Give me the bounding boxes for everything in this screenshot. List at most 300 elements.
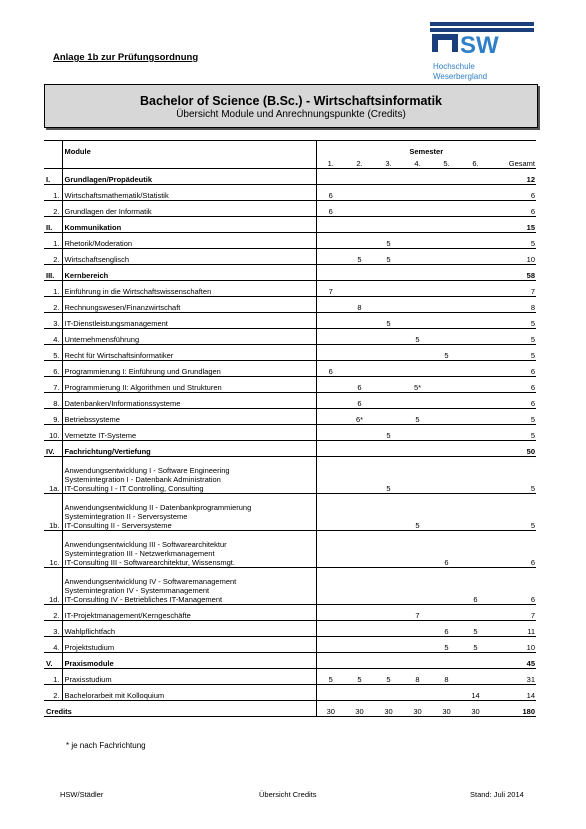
module-total: 6 [490, 393, 536, 409]
module-name-line: Datenbanken/Informationssysteme [64, 399, 181, 408]
semester-4-credits: 7 [403, 605, 432, 621]
module-number: 3. [44, 313, 62, 329]
module-name [62, 249, 316, 265]
semester-2-credits [345, 313, 374, 329]
semester-2-credits [345, 457, 374, 494]
module-name [62, 494, 316, 531]
semester-4-credits [403, 361, 432, 377]
semester-1-credits [316, 621, 345, 637]
credits-sem-2: 30 [345, 701, 374, 717]
module-row [44, 329, 536, 345]
module-number: 2. [44, 605, 62, 621]
module-row [44, 361, 536, 377]
semester-3-credits: 5 [374, 425, 403, 441]
footnote: * je nach Fachrichtung [66, 741, 146, 750]
module-name [62, 185, 316, 201]
semester-4-credits [403, 393, 432, 409]
module-row [44, 409, 536, 425]
semester-5-credits [432, 329, 461, 345]
module-name-line: Programmierung I: Einführung und Grundlagen [64, 367, 221, 376]
module-row [44, 201, 536, 217]
semester-5-credits [432, 361, 461, 377]
semester-4-credits: 5 [403, 494, 432, 531]
module-row [44, 685, 536, 701]
semester-1-credits [316, 494, 345, 531]
section-row [44, 217, 536, 233]
credits-row [44, 701, 536, 717]
module-name [62, 531, 316, 568]
header-sem-2: 2. [345, 156, 374, 169]
semester-4-credits [403, 637, 432, 653]
module-number: 1b. [44, 494, 62, 531]
semester-1-credits: 7 [316, 281, 345, 297]
semester-4-credits [403, 621, 432, 637]
module-name [62, 345, 316, 361]
hsw-logo [430, 22, 540, 84]
semester-5-credits [432, 568, 461, 605]
module-name-line: Anwendungsentwicklung I - Software Engineering [64, 466, 230, 475]
semester-4-credits [403, 568, 432, 605]
semester-3-credits: 5 [374, 233, 403, 249]
module-number: 10. [44, 425, 62, 441]
module-number: 1a. [44, 457, 62, 494]
semester-1-credits: 6 [316, 185, 345, 201]
semester-2-credits [345, 329, 374, 345]
module-number: 2. [44, 685, 62, 701]
semester-1-credits [316, 568, 345, 605]
module-row [44, 621, 536, 637]
module-name [62, 201, 316, 217]
module-name-line: Systemintegration IV - Systemmanagement [64, 586, 210, 595]
semester-3-credits [374, 361, 403, 377]
semester-5-credits [432, 409, 461, 425]
section-row [44, 653, 536, 669]
semester-6-credits [461, 185, 490, 201]
module-name [62, 685, 316, 701]
module-row [44, 531, 536, 568]
module-name [62, 377, 316, 393]
module-total: 11 [490, 621, 536, 637]
semester-6-credits [461, 393, 490, 409]
module-total: 5 [490, 425, 536, 441]
header-module: Module [62, 141, 316, 157]
module-number: 7. [44, 377, 62, 393]
semester-4-credits [403, 201, 432, 217]
section-row [44, 265, 536, 281]
module-total: 6 [490, 361, 536, 377]
section-number: IV. [44, 441, 62, 457]
module-total: 10 [490, 637, 536, 653]
module-name-line: Anwendungsentwicklung III - Softwarearchitektur [64, 540, 227, 549]
module-total: 6 [490, 377, 536, 393]
semester-4-credits: 8 [403, 669, 432, 685]
section-title: Praxismodule [62, 653, 316, 669]
semester-6-credits [461, 531, 490, 568]
module-total: 6 [490, 201, 536, 217]
section-title: Fachrichtung/Vertiefung [62, 441, 316, 457]
semester-6-credits [461, 425, 490, 441]
section-number: III. [44, 265, 62, 281]
footer-right: Stand: Juli 2014 [470, 790, 524, 799]
module-row [44, 249, 536, 265]
credits-label: Credits [44, 701, 316, 717]
module-name [62, 393, 316, 409]
semester-6-credits [461, 605, 490, 621]
semester-3-credits [374, 568, 403, 605]
module-name-line: Unternehmensführung [64, 335, 140, 344]
semester-5-credits: 6 [432, 531, 461, 568]
section-total: 15 [316, 217, 536, 233]
semester-6-credits: 5 [461, 637, 490, 653]
module-name-line: Bachelorarbeit mit Kolloquium [64, 691, 165, 700]
semester-5-credits: 8 [432, 669, 461, 685]
section-row [44, 169, 536, 185]
module-row [44, 313, 536, 329]
semester-6-credits [461, 297, 490, 313]
title-box [44, 84, 538, 128]
semester-6-credits [461, 345, 490, 361]
header-total: Gesamt [490, 156, 536, 169]
header-semester: Semester [316, 141, 536, 157]
module-row [44, 281, 536, 297]
semester-4-credits [403, 345, 432, 361]
section-total: 45 [316, 653, 536, 669]
semester-4-credits [403, 233, 432, 249]
module-row [44, 605, 536, 621]
semester-1-credits [316, 377, 345, 393]
header-sem-4: 4. [403, 156, 432, 169]
semester-2-credits [345, 185, 374, 201]
semester-3-credits [374, 637, 403, 653]
module-total: 6 [490, 185, 536, 201]
semester-6-credits [461, 361, 490, 377]
semester-2-credits [345, 281, 374, 297]
module-name-line: Systemintegration II - Serversysteme [64, 512, 188, 521]
semester-2-credits [345, 345, 374, 361]
module-row [44, 393, 536, 409]
semester-2-credits [345, 361, 374, 377]
semester-6-credits [461, 377, 490, 393]
credits-sem-1: 30 [316, 701, 345, 717]
semester-4-credits: 5 [403, 329, 432, 345]
semester-2-credits [345, 685, 374, 701]
document-title: Bachelor of Science (B.Sc.) - Wirtschaftsinformatik [139, 94, 443, 108]
module-number: 6. [44, 361, 62, 377]
semester-1-credits [316, 297, 345, 313]
semester-1-credits [316, 329, 345, 345]
module-name [62, 621, 316, 637]
module-total: 5 [490, 233, 536, 249]
module-row [44, 425, 536, 441]
semester-3-credits: 5 [374, 313, 403, 329]
semester-5-credits: 5 [432, 345, 461, 361]
module-name [62, 669, 316, 685]
module-number: 4. [44, 329, 62, 345]
semester-5-credits [432, 685, 461, 701]
semester-5-credits [432, 377, 461, 393]
semester-3-credits [374, 297, 403, 313]
semester-5-credits [432, 605, 461, 621]
module-total: 14 [490, 685, 536, 701]
module-total: 5 [490, 329, 536, 345]
module-name [62, 329, 316, 345]
semester-2-credits [345, 233, 374, 249]
semester-1-credits [316, 605, 345, 621]
header-no-cell-2 [44, 156, 62, 169]
semester-3-credits [374, 685, 403, 701]
semester-3-credits [374, 345, 403, 361]
semester-1-credits [316, 531, 345, 568]
section-number: I. [44, 169, 62, 185]
module-total: 7 [490, 605, 536, 621]
semester-6-credits [461, 233, 490, 249]
module-name-line: IT-Dienstleistungsmanagement [64, 319, 168, 328]
semester-3-credits [374, 281, 403, 297]
module-name [62, 457, 316, 494]
section-row [44, 441, 536, 457]
module-number: 9. [44, 409, 62, 425]
annex-heading: Anlage 1b zur Prüfungsordnung [53, 52, 199, 63]
semester-1-credits [316, 313, 345, 329]
hsw-logo-mark [430, 22, 534, 58]
module-name-line: Wahlpflichtfach [64, 627, 116, 636]
semester-6-credits [461, 409, 490, 425]
module-number: 3. [44, 621, 62, 637]
module-number: 2. [44, 297, 62, 313]
module-name-line: Wirtschaftsmathematik/Statistik [64, 191, 169, 200]
semester-1-credits: 6 [316, 201, 345, 217]
module-name-line: IT-Consulting I - IT Controlling, Consulting [64, 484, 204, 493]
module-name [62, 409, 316, 425]
module-name [62, 568, 316, 605]
semester-5-credits: 5 [432, 637, 461, 653]
section-title: Kommunikation [62, 217, 316, 233]
module-number: 2. [44, 201, 62, 217]
module-row [44, 377, 536, 393]
section-number: V. [44, 653, 62, 669]
section-total: 50 [316, 441, 536, 457]
semester-2-credits [345, 531, 374, 568]
section-number: II. [44, 217, 62, 233]
module-name-line: IT-Projektmanagement/Kerngeschäfte [64, 611, 191, 620]
semester-3-credits: 5 [374, 669, 403, 685]
semester-4-credits [403, 185, 432, 201]
semester-4-credits [403, 297, 432, 313]
credits-sem-3: 30 [374, 701, 403, 717]
module-name-line: Betriebssysteme [64, 415, 120, 424]
semester-5-credits [432, 233, 461, 249]
module-row [44, 233, 536, 249]
module-number: 4. [44, 637, 62, 653]
module-total: 7 [490, 281, 536, 297]
module-name-line: Praxisstudium [64, 675, 112, 684]
semester-3-credits [374, 201, 403, 217]
module-name-line: Grundlagen der Informatik [64, 207, 152, 216]
semester-4-credits [403, 249, 432, 265]
module-row [44, 669, 536, 685]
module-name [62, 281, 316, 297]
svg-text:SW: SW [460, 32, 499, 58]
module-number: 1. [44, 281, 62, 297]
module-number: 8. [44, 393, 62, 409]
semester-3-credits [374, 329, 403, 345]
semester-1-credits: 6 [316, 361, 345, 377]
semester-6-credits: 14 [461, 685, 490, 701]
semester-1-credits [316, 233, 345, 249]
module-row [44, 637, 536, 653]
module-name-line: IT-Consulting III - Softwarearchitektur, Wissensmgt. [64, 558, 235, 567]
semester-5-credits: 6 [432, 621, 461, 637]
module-total: 10 [490, 249, 536, 265]
module-name [62, 361, 316, 377]
module-name [62, 233, 316, 249]
semester-6-credits: 5 [461, 621, 490, 637]
module-name-line: Wirtschaftsenglisch [64, 255, 130, 264]
semester-1-credits [316, 425, 345, 441]
semester-4-credits [403, 457, 432, 494]
semester-6-credits [461, 329, 490, 345]
table-header-row [44, 141, 536, 157]
credits-sem-5: 30 [432, 701, 461, 717]
footer-left: HSW/Städler [60, 790, 104, 799]
module-name-line: Rhetorik/Moderation [64, 239, 133, 248]
semester-4-credits: 5 [403, 409, 432, 425]
semester-5-credits [432, 313, 461, 329]
module-total: 5 [490, 345, 536, 361]
credits-sem-4: 30 [403, 701, 432, 717]
semester-3-credits: 5 [374, 457, 403, 494]
logo-line-2: Weserbergland [433, 72, 488, 81]
module-name-line: Anwendungsentwicklung IV - Softwaremanagement [64, 577, 237, 586]
semester-2-credits: 6* [345, 409, 374, 425]
semester-4-credits: 5* [403, 377, 432, 393]
semester-1-credits [316, 249, 345, 265]
semester-3-credits [374, 409, 403, 425]
module-total: 5 [490, 409, 536, 425]
semester-6-credits [461, 201, 490, 217]
module-name-line: Anwendungsentwicklung II - Datenbankprogrammierung [64, 503, 252, 512]
module-total: 5 [490, 313, 536, 329]
header-sem-1: 1. [316, 156, 345, 169]
credits-sem-6: 30 [461, 701, 490, 717]
semester-1-credits [316, 409, 345, 425]
module-name-line: Systemintegration III - Netzwerkmanagement [64, 549, 215, 558]
footer-center: Übersicht Credits [259, 790, 317, 799]
semester-6-credits: 6 [461, 568, 490, 605]
semester-1-credits [316, 637, 345, 653]
semester-6-credits [461, 313, 490, 329]
module-name-line: Programmierung II: Algorithmen und Strukturen [64, 383, 222, 392]
module-number: 1. [44, 669, 62, 685]
module-row [44, 494, 536, 531]
header-module-2 [62, 156, 316, 169]
semester-6-credits [461, 457, 490, 494]
semester-2-credits: 6 [345, 377, 374, 393]
module-number: 5. [44, 345, 62, 361]
module-total: 6 [490, 568, 536, 605]
semester-1-credits [316, 345, 345, 361]
module-name [62, 313, 316, 329]
module-total: 6 [490, 531, 536, 568]
section-total: 58 [316, 265, 536, 281]
semester-5-credits [432, 393, 461, 409]
section-total: 12 [316, 169, 536, 185]
module-row [44, 457, 536, 494]
logo-line-1: Hochschule [433, 62, 475, 71]
document-subtitle: Übersicht Module und Anrechnungspunkte (Credits) [176, 109, 406, 120]
semester-5-credits [432, 457, 461, 494]
module-row [44, 185, 536, 201]
section-title: Grundlagen/Propädeutik [62, 169, 316, 185]
module-total: 8 [490, 297, 536, 313]
semester-2-credits [345, 201, 374, 217]
semester-5-credits [432, 185, 461, 201]
semester-6-credits [461, 669, 490, 685]
semester-1-credits: 5 [316, 669, 345, 685]
module-name-line: IT-Consulting II - Serversysteme [64, 521, 172, 530]
semester-4-credits [403, 425, 432, 441]
semester-1-credits [316, 457, 345, 494]
header-sem-5: 5. [432, 156, 461, 169]
semester-4-credits [403, 281, 432, 297]
semester-2-credits: 5 [345, 249, 374, 265]
semester-2-credits [345, 425, 374, 441]
module-row [44, 345, 536, 361]
semester-3-credits [374, 605, 403, 621]
semester-2-credits [345, 621, 374, 637]
semester-2-credits: 5 [345, 669, 374, 685]
module-number: 1. [44, 185, 62, 201]
semester-2-credits: 8 [345, 297, 374, 313]
semester-3-credits [374, 531, 403, 568]
semester-3-credits [374, 494, 403, 531]
module-name [62, 605, 316, 621]
semester-2-credits: 6 [345, 393, 374, 409]
semester-3-credits [374, 377, 403, 393]
header-no-cell [44, 141, 62, 157]
module-row [44, 568, 536, 605]
header-sem-6: 6. [461, 156, 490, 169]
semester-5-credits [432, 494, 461, 531]
module-total: 5 [490, 457, 536, 494]
module-row [44, 297, 536, 313]
module-number: 1c. [44, 531, 62, 568]
semester-4-credits [403, 531, 432, 568]
table-header-semesters [44, 156, 536, 169]
module-number: 1. [44, 233, 62, 249]
semester-5-credits [432, 297, 461, 313]
semester-2-credits [345, 568, 374, 605]
semester-6-credits [461, 281, 490, 297]
module-number: 1d. [44, 568, 62, 605]
semester-2-credits [345, 494, 374, 531]
module-name [62, 297, 316, 313]
credits-table [44, 140, 536, 717]
semester-5-credits [432, 281, 461, 297]
header-sem-3: 3. [374, 156, 403, 169]
semester-5-credits [432, 201, 461, 217]
semester-5-credits [432, 249, 461, 265]
semester-1-credits [316, 685, 345, 701]
module-name-line: IT-Consulting IV - Betriebliches IT-Management [64, 595, 223, 604]
module-name [62, 637, 316, 653]
module-number: 2. [44, 249, 62, 265]
semester-3-credits: 5 [374, 249, 403, 265]
module-total: 5 [490, 494, 536, 531]
module-name-line: Vernetzte IT-Systeme [64, 431, 137, 440]
semester-4-credits [403, 685, 432, 701]
credits-total: 180 [490, 701, 536, 717]
